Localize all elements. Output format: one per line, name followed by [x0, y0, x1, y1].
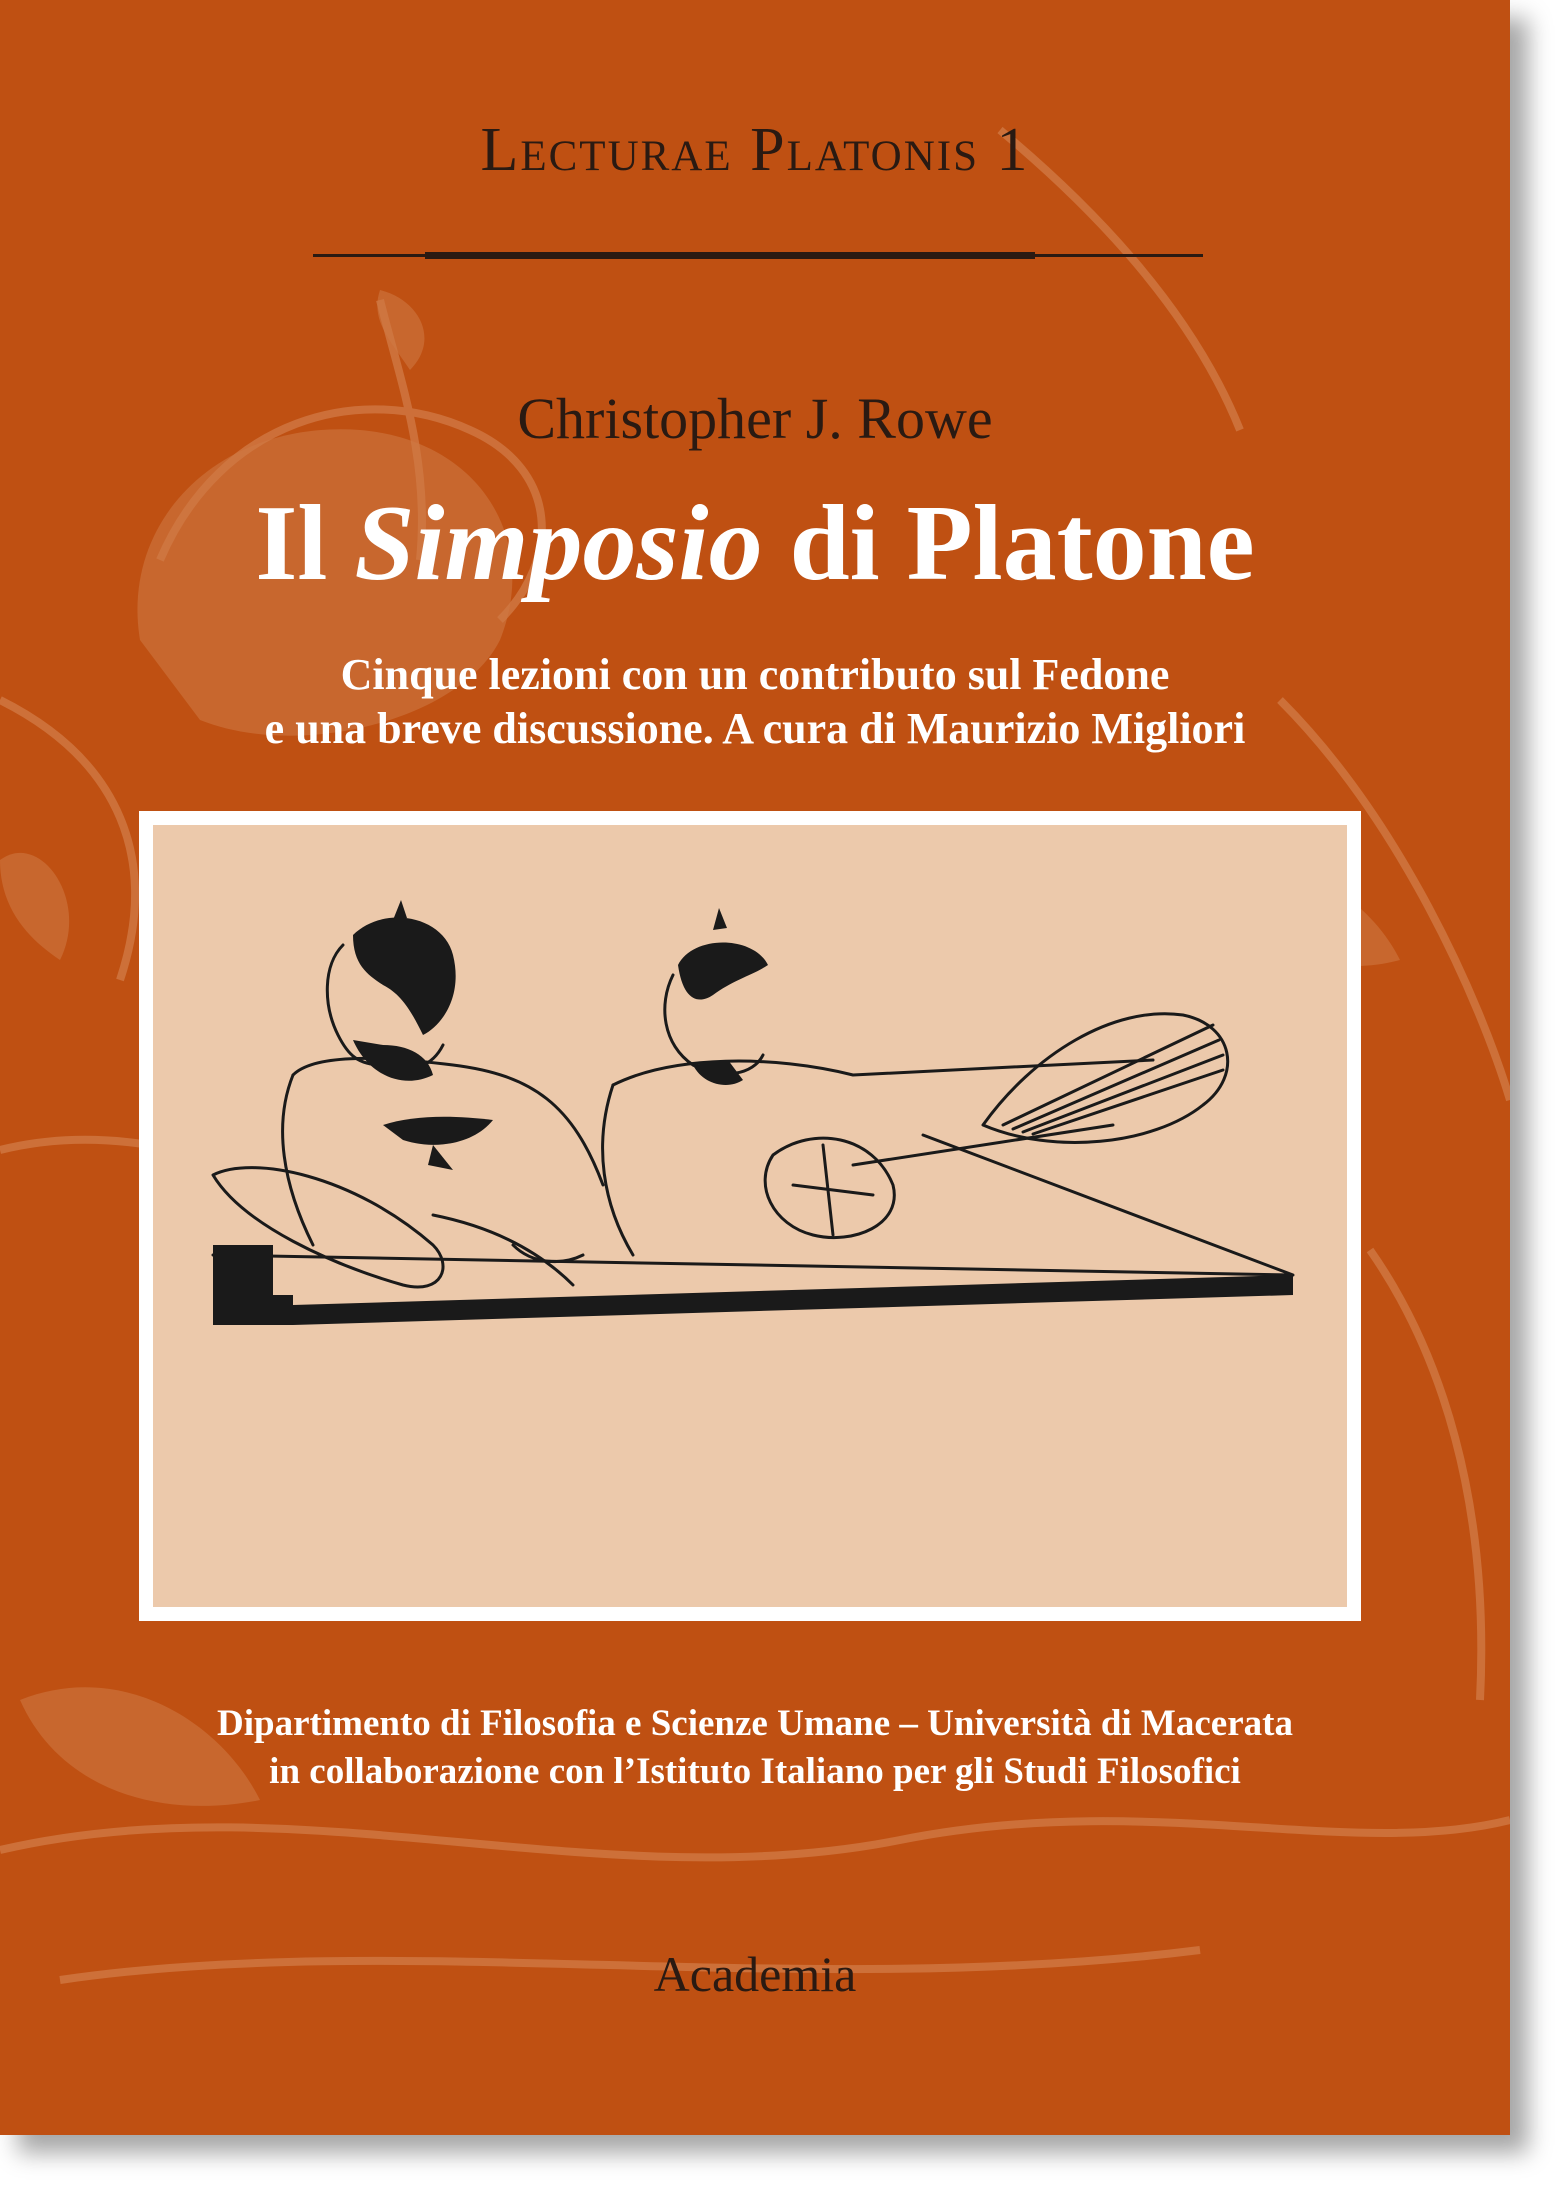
book-title: [0, 485, 1510, 604]
subtitle-line-1: Cinque lezioni con un contributo sul Fedone: [340, 650, 1170, 699]
department-line-2: in collaborazione con l’Istituto Italiano per gli Studi Filosofici: [269, 1751, 1241, 1792]
book-title-part2: di Platone: [762, 484, 1255, 603]
symposium-illustration: [153, 825, 1347, 1607]
department-credit: [0, 1700, 1510, 1796]
series-title: Lecturae Platonis 1: [480, 116, 1030, 184]
symposiasts-drawing: [153, 825, 1347, 1607]
author-name: Christopher J. Rowe: [517, 386, 993, 451]
publisher-name: Academia: [653, 1946, 857, 2002]
book-title-italic: Simposio: [354, 484, 763, 603]
book-subtitle: [0, 648, 1510, 756]
subtitle-line-2: e una breve discussione. A cura di Maurizio Migliori: [264, 704, 1246, 753]
department-line-1: Dipartimento di Filosofia e Scienze Umane – Università di Macerata: [217, 1703, 1293, 1744]
illustration-frame: [139, 811, 1361, 1621]
book-title-part1: Il: [255, 484, 355, 603]
series-rule-accent: [425, 252, 1035, 259]
